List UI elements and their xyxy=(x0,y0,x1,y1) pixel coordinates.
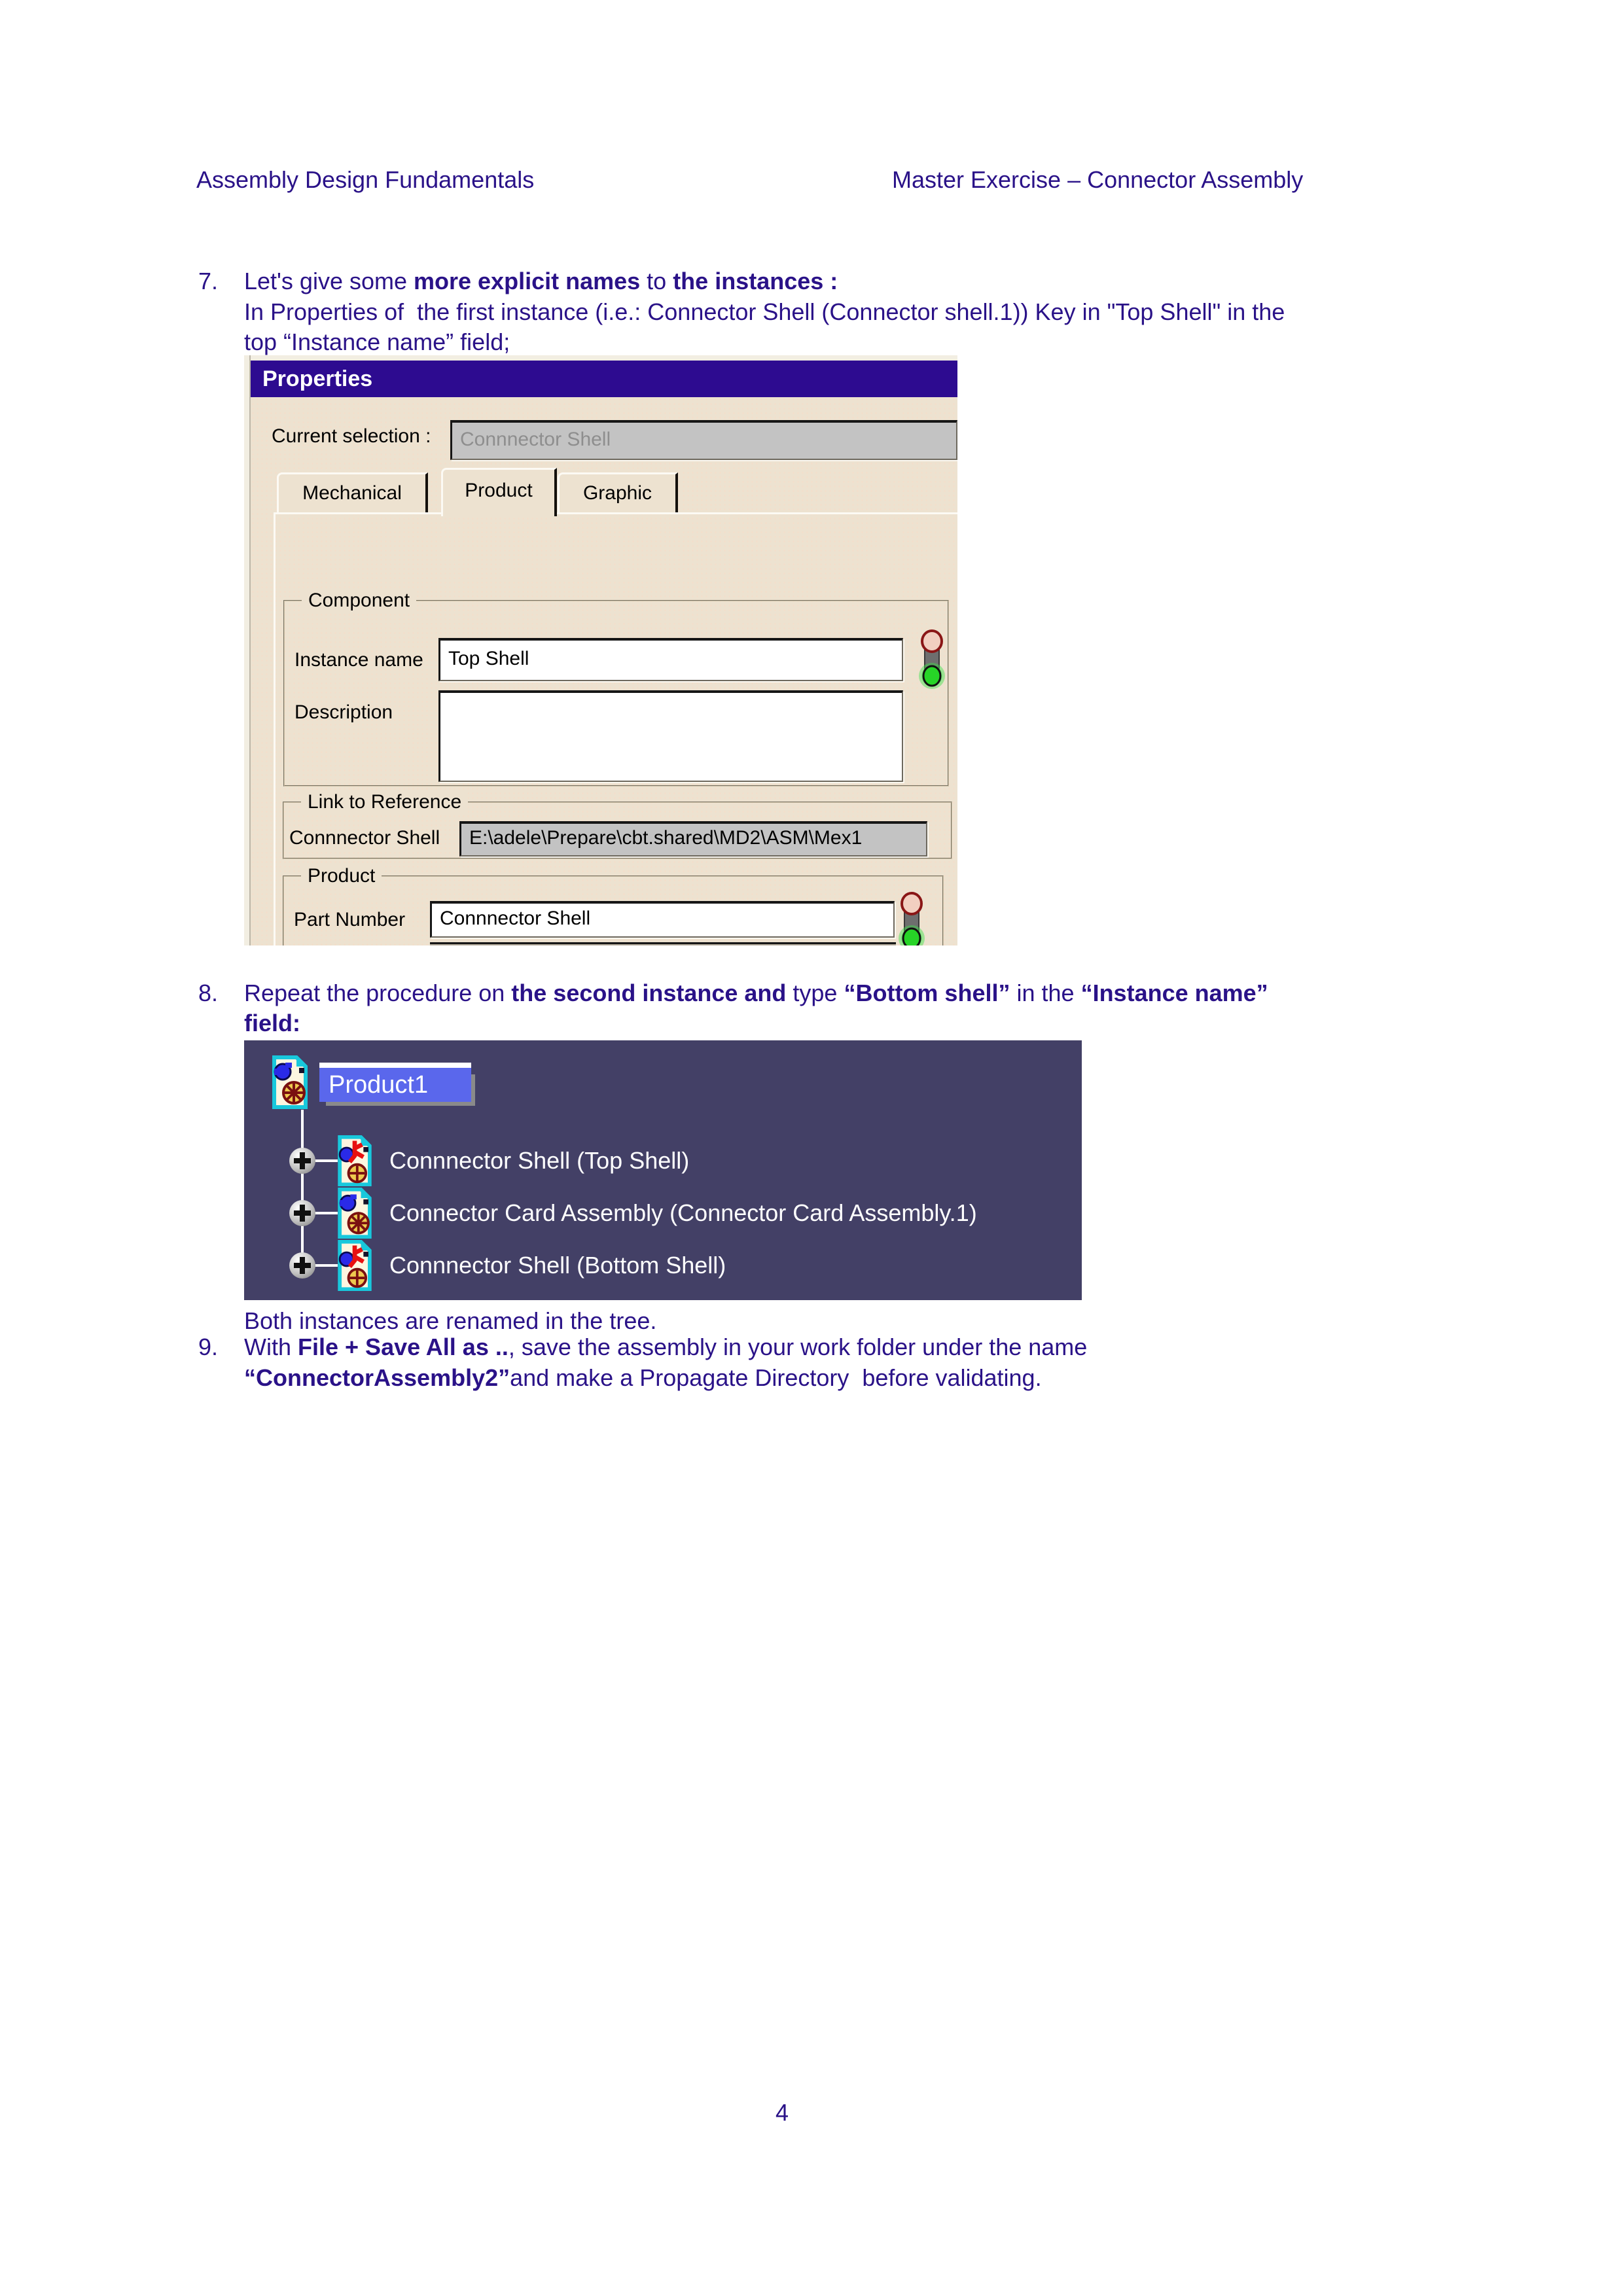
step8-line1-a: Repeat the procedure on xyxy=(244,980,512,1006)
product-groupbox xyxy=(283,865,944,945)
current-selection-label: Current selection : xyxy=(272,425,431,447)
tree-trunk-line xyxy=(301,1110,304,1265)
step8-line1 xyxy=(244,978,1268,1008)
tab-product[interactable]: Product xyxy=(441,468,557,516)
step7-line1-d: the instances : xyxy=(673,268,838,294)
step8-line1-d: “Bottom shell” xyxy=(844,980,1010,1006)
step9-line1-b: File + Save All as .. xyxy=(298,1333,508,1360)
expand-plus-icon[interactable] xyxy=(289,1148,315,1174)
description-label: Description xyxy=(294,701,393,723)
tab-panel-left-edge xyxy=(274,512,276,945)
page-number: 4 xyxy=(776,2099,789,2126)
specification-tree xyxy=(244,1040,1082,1300)
part-number-label: Part Number xyxy=(294,909,406,930)
step7-number: 7. xyxy=(198,268,219,294)
step7-line1-c: to xyxy=(640,268,673,294)
step9-line1-a: With xyxy=(244,1333,298,1360)
expand-plus-icon[interactable] xyxy=(289,1200,315,1226)
reference-path-field[interactable]: E:\adele\Prepare\cbt.shared\MD2\ASM\Mex1 xyxy=(459,821,927,857)
tab-mechanical[interactable]: Mechanical xyxy=(277,472,428,513)
link-to-reference-legend: Link to Reference xyxy=(301,790,468,815)
part-document-icon[interactable] xyxy=(337,1135,372,1190)
part-number-field[interactable]: Connnector Shell xyxy=(430,901,895,938)
step9-number: 9. xyxy=(198,1333,219,1360)
step7-line1-b: more explicit names xyxy=(414,268,641,294)
reference-name-label: Connnector Shell xyxy=(289,827,440,849)
step9-line1 xyxy=(244,1332,1087,1362)
tree-root-label[interactable]: Product1 xyxy=(319,1068,471,1102)
status-traffic-light-icon xyxy=(897,890,927,945)
step7-line2: In Properties of the first instance (i.e.: Connector Shell (Connector shell.1)) Key in "Top Shell" in the xyxy=(244,298,1285,325)
step7-line1 xyxy=(244,266,838,296)
step8-line1-e: in the xyxy=(1010,980,1081,1006)
clipped-next-field-edge xyxy=(430,942,896,945)
header-left: Assembly Design Fundamentals xyxy=(196,166,535,193)
description-field[interactable] xyxy=(438,690,903,782)
current-selection-field[interactable]: Connnector Shell xyxy=(450,420,957,460)
tree-root-selection[interactable] xyxy=(319,1063,471,1102)
tab-panel-top-edge xyxy=(274,512,957,514)
step8-line1-b: the second instance and xyxy=(511,980,787,1006)
dialog-body xyxy=(251,397,957,945)
link-to-reference-groupbox xyxy=(283,791,952,859)
step9-line1-c: , save the assembly in your work folder under the name xyxy=(508,1333,1088,1360)
product-document-icon[interactable] xyxy=(337,1187,372,1243)
status-traffic-light-icon xyxy=(917,627,947,701)
instance-name-field[interactable]: Top Shell xyxy=(438,638,903,681)
component-legend: Component xyxy=(302,588,416,613)
step9-line2-a: “ConnectorAssembly2” xyxy=(244,1364,510,1391)
after-tree-note: Both instances are renamed in the tree. xyxy=(244,1307,657,1334)
dialog-frame-left xyxy=(244,355,251,945)
tab-graphic[interactable]: Graphic xyxy=(558,472,678,513)
expand-plus-icon[interactable] xyxy=(289,1252,315,1279)
selection-top-highlight xyxy=(319,1063,471,1068)
component-groupbox xyxy=(283,590,949,786)
product-legend: Product xyxy=(301,864,382,889)
tree-item-label[interactable]: Connector Card Assembly (Connector Card Assembly.1) xyxy=(389,1199,977,1226)
step7-line3: top “Instance name” field; xyxy=(244,328,510,355)
instance-name-label: Instance name xyxy=(294,649,423,671)
dialog-titlebar[interactable]: Properties xyxy=(251,361,957,397)
step8-line2 xyxy=(244,1008,300,1038)
header-right: Master Exercise – Connector Assembly xyxy=(892,166,1304,193)
step7-line1-a: Let's give some xyxy=(244,268,414,294)
step9-line2-b: and make a Propagate Directory before validating. xyxy=(510,1364,1042,1391)
properties-dialog xyxy=(244,355,957,945)
tree-item-label[interactable]: Connnector Shell (Bottom Shell) xyxy=(389,1252,726,1279)
product-document-icon[interactable] xyxy=(272,1055,308,1113)
step8-line1-f: “Instance name” xyxy=(1080,980,1268,1006)
tree-item-label[interactable]: Connnector Shell (Top Shell) xyxy=(389,1147,690,1174)
step9-line2 xyxy=(244,1363,1042,1393)
step8-line2-a: field: xyxy=(244,1010,300,1036)
part-document-icon[interactable] xyxy=(337,1239,372,1295)
step8-number: 8. xyxy=(198,980,219,1006)
step8-line1-c: type xyxy=(786,980,844,1006)
dialog-frame-top xyxy=(244,355,957,361)
